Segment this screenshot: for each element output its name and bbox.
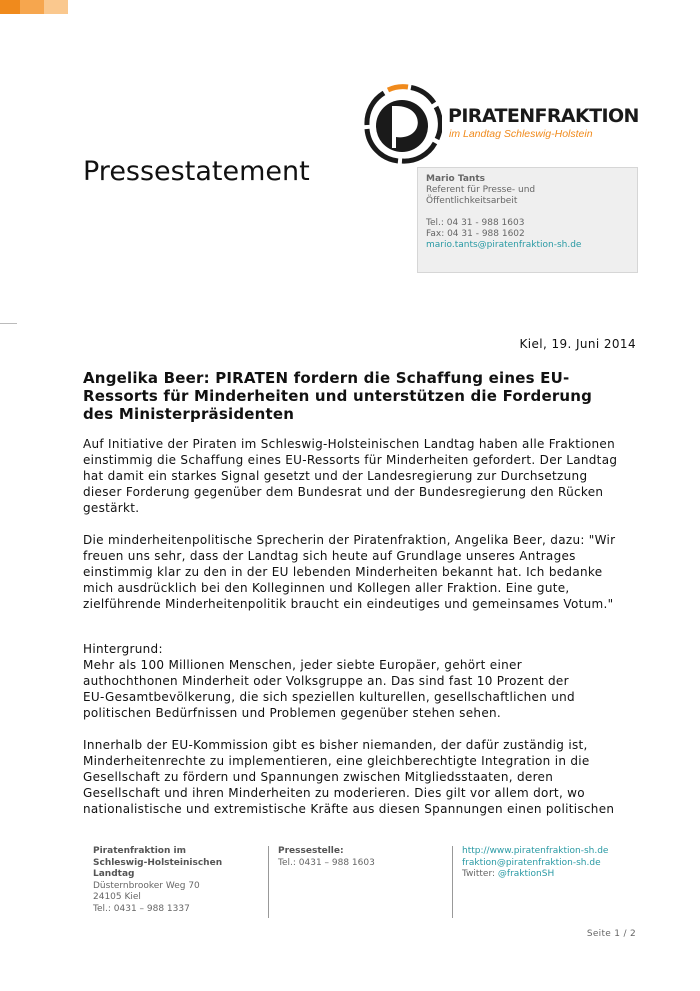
footer-twitter-link[interactable]: @fraktionSH xyxy=(497,869,555,879)
footer-twitter-label: Twitter: xyxy=(462,869,498,879)
corner-accent-pale-orange xyxy=(44,0,68,14)
paragraph-line: einstimmig klar zu den in der EU lebenden Minderheiten bekannt hat. Ich bedanke xyxy=(83,565,603,579)
footer-street: Düsternbrooker Weg 70 xyxy=(93,880,200,891)
paragraph-line: EU-Gesamtbevölkerung, die sich speziellen kulturellen, gesellschaftlichen und xyxy=(83,690,575,704)
brand-subtitle: im Landtag Schleswig-Holstein xyxy=(449,128,593,140)
footer-press-column xyxy=(278,846,443,918)
corner-accent-light-orange xyxy=(20,0,44,14)
page-footer xyxy=(0,846,700,918)
paragraph-line: zielführende Minderheitenpolitik braucht ein eindeutiges und gemeinsames Votum." xyxy=(83,597,614,611)
page-number: Seite 1 / 2 xyxy=(586,929,636,939)
piratenfraktion-logo xyxy=(362,84,642,168)
footer-org-line-1: Piratenfraktion im xyxy=(93,846,186,856)
footer-twitter xyxy=(462,869,662,881)
contact-role-line-2: Öffentlichkeitsarbeit xyxy=(426,196,518,206)
footer-org-tel: Tel.: 0431 – 988 1337 xyxy=(93,903,190,914)
paragraph-line: Auf Initiative der Piraten im Schleswig-Holsteinischen Landtag haben alle Fraktionen xyxy=(83,437,615,451)
paragraph-line: Gesellschaft zu fördern und Spannungen zwischen Mitgliedsstaaten, deren xyxy=(83,770,554,784)
corner-accent-orange xyxy=(0,0,20,14)
paragraph-line: freuen uns sehr, dass der Landtag sich heute auf Grundlage unseres Antrages xyxy=(83,549,576,563)
paragraph-line: Gesellschaft und ihren Minderheiten zu moderieren. Dies gilt vor allem dort, wo xyxy=(83,786,585,800)
footer-org-line-3: Landtag xyxy=(93,869,135,879)
paragraph-background xyxy=(83,641,643,721)
footer-divider xyxy=(268,846,269,918)
paragraph-line: Mehr als 100 Millionen Menschen, jeder siebte Europäer, gehört einer xyxy=(83,658,522,672)
paragraph-line: Hintergrund: xyxy=(83,642,163,656)
footer-org-line-2: Schleswig-Holsteinischen xyxy=(93,857,223,868)
paragraph-eu-commission xyxy=(83,737,643,817)
paragraph-line: Die minderheitenpolitische Sprecherin der Piratenfraktion, Angelika Beer, dazu: "Wir xyxy=(83,533,616,547)
footer-press-tel: Tel.: 0431 – 988 1603 xyxy=(278,857,375,868)
contact-email-link[interactable]: mario.tants@piratenfraktion-sh.de xyxy=(426,240,582,250)
document-date: Kiel, 19. Juni 2014 xyxy=(519,337,636,351)
paragraph-line: politischen Bedürfnissen und Problemen gegenüber stehen sehen. xyxy=(83,706,502,720)
paragraph-line: authochthonen Minderheit oder Volksgruppe an. Das sind fast 10 Prozent der xyxy=(83,674,569,688)
contact-fax: Fax: 04 31 - 988 1602 xyxy=(426,229,525,239)
contact-name: Mario Tants xyxy=(426,174,485,184)
footer-city: 24105 Kiel xyxy=(93,892,141,902)
footer-press-label: Pressestelle: xyxy=(278,846,344,856)
fold-mark xyxy=(0,323,17,324)
paragraph-quote xyxy=(83,532,643,612)
paragraph-intro xyxy=(83,436,643,516)
document-title: Pressestatement xyxy=(83,156,310,187)
paragraph-line: Minderheitenrechte zu implementieren, eine gleichberechtigte Integration in die xyxy=(83,754,590,768)
paragraph-line: nationalistische und extremistische Kräfte aus diesen Spannungen einen politischen xyxy=(83,802,615,816)
contact-spacer xyxy=(426,207,629,218)
paragraph-line: hat damit ein starkes Signal gesetzt und der Landesregierung zur Durchsetzung xyxy=(83,469,588,483)
paragraph-line: einstimmig die Schaffung eines EU-Ressorts für Minderheiten gefordert. Der Landtag xyxy=(83,453,618,467)
footer-web-column xyxy=(462,846,662,918)
paragraph-line: mich ausdrücklich bei den Kolleginnen und Kollegen aller Fraktion. Eine gute, xyxy=(83,581,570,595)
paragraph-line: dieser Forderung gegenüber dem Bundesrat und der Bundesregierung den Rücken xyxy=(83,485,604,499)
footer-divider xyxy=(452,846,453,918)
paragraph-line: gestärkt. xyxy=(83,501,140,515)
contact-tel: Tel.: 04 31 - 988 1603 xyxy=(426,218,525,228)
contact-box xyxy=(417,167,638,273)
brand-name: PIRATENFRAKTION xyxy=(448,105,639,127)
footer-email-link[interactable]: fraktion@piratenfraktion-sh.de xyxy=(462,857,601,868)
pirate-sail-icon xyxy=(362,84,442,168)
paragraph-line: Innerhalb der EU-Kommission gibt es bisher niemanden, der dafür zuständig ist, xyxy=(83,738,588,752)
headline: Angelika Beer: PIRATEN fordern die Schaffung eines EU-Ressorts für Minderheiten und unterstützen die Forderung des Ministerpräsidenten xyxy=(83,369,593,423)
contact-role-line-1: Referent für Presse- und xyxy=(426,185,536,195)
footer-website-link[interactable]: http://www.piratenfraktion-sh.de xyxy=(462,846,609,856)
footer-address-column xyxy=(93,846,258,918)
